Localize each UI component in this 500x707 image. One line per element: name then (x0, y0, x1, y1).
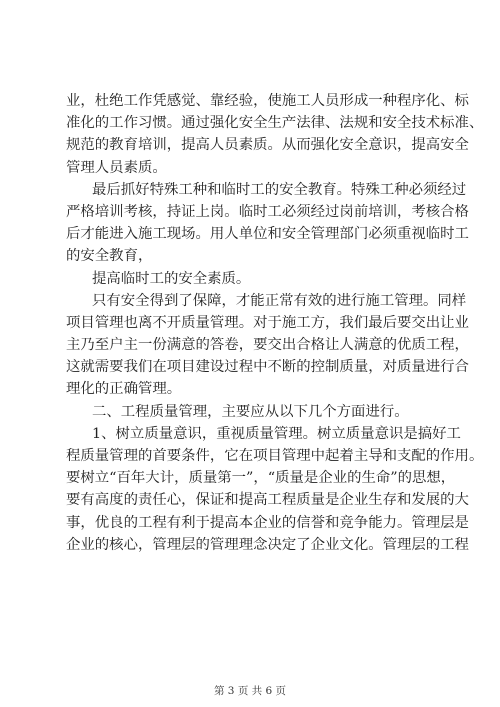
text-line: 要树立“百年大计，质量第一”，“质量是企业的生命”的思想， (66, 470, 456, 487)
text-line: 规范的教育培训，提高人员素质。从而强化安全意识，提高安全 (66, 137, 469, 154)
text-line: 业，杜绝工作凭感觉、靠经验，使施工人员形成一种程序化、标 (66, 93, 469, 109)
text-line: 主乃至户主一份满意的答卷，要交出合格让人满意的优质工程， (66, 337, 469, 354)
text-line: 严格培训考核，持证上岗。临时工必须经过岗前培训，考核合格 (66, 203, 469, 220)
text-line: 理化的正确管理。 (66, 381, 182, 398)
text-line: 的安全教育， (66, 248, 153, 265)
body-text (66, 90, 484, 556)
text-line: 程质量管理的首要条件，它在项目管理中起着主导和支配的作用。 (66, 448, 484, 464)
section-heading: 二、工程质量管理，主要应从以下几个方面进行。 (92, 403, 409, 420)
text-line: 准化的工作习惯。通过强化安全生产法律、法规和安全技术标准、 (66, 115, 484, 132)
paragraph-first-line: 最后抓好特殊工种和临时工的安全教育。特殊工种必须经过 (92, 181, 467, 198)
text-line: 项目管理也离不开质量管理。对于施工方，我们最后要交出让业 (66, 314, 469, 331)
text-line: 企业的核心，管理层的管理理念决定了企业文化。管理层的工程 (66, 536, 469, 553)
paragraph-first-line: 只有安全得到了保障，才能正常有效的进行施工管理。同样 (92, 292, 467, 309)
page-number: 第 3 页 共 6 页 (213, 685, 287, 697)
text-line: 要有高度的责任心，保证和提高工程质量是企业生存和发展的大 (66, 492, 469, 509)
text-line: 这就需要我们在项目建设过程中不断的控制质量，对质量进行合 (66, 359, 469, 376)
paragraph-first-line: 1、树立质量意识，重视质量管理。树立质量意识是搞好工 (92, 425, 461, 442)
paragraph-first-line: 提高临时工的安全素质。 (92, 270, 251, 287)
text-line: 管理人员素质。 (66, 159, 167, 176)
text-line: 后才能进入施工现场。用人单位和安全管理部门必须重视临时工 (66, 226, 469, 243)
text-line: 事，优良的工程有利于提高本企业的信誉和竞争能力。管理层是 (66, 514, 469, 531)
